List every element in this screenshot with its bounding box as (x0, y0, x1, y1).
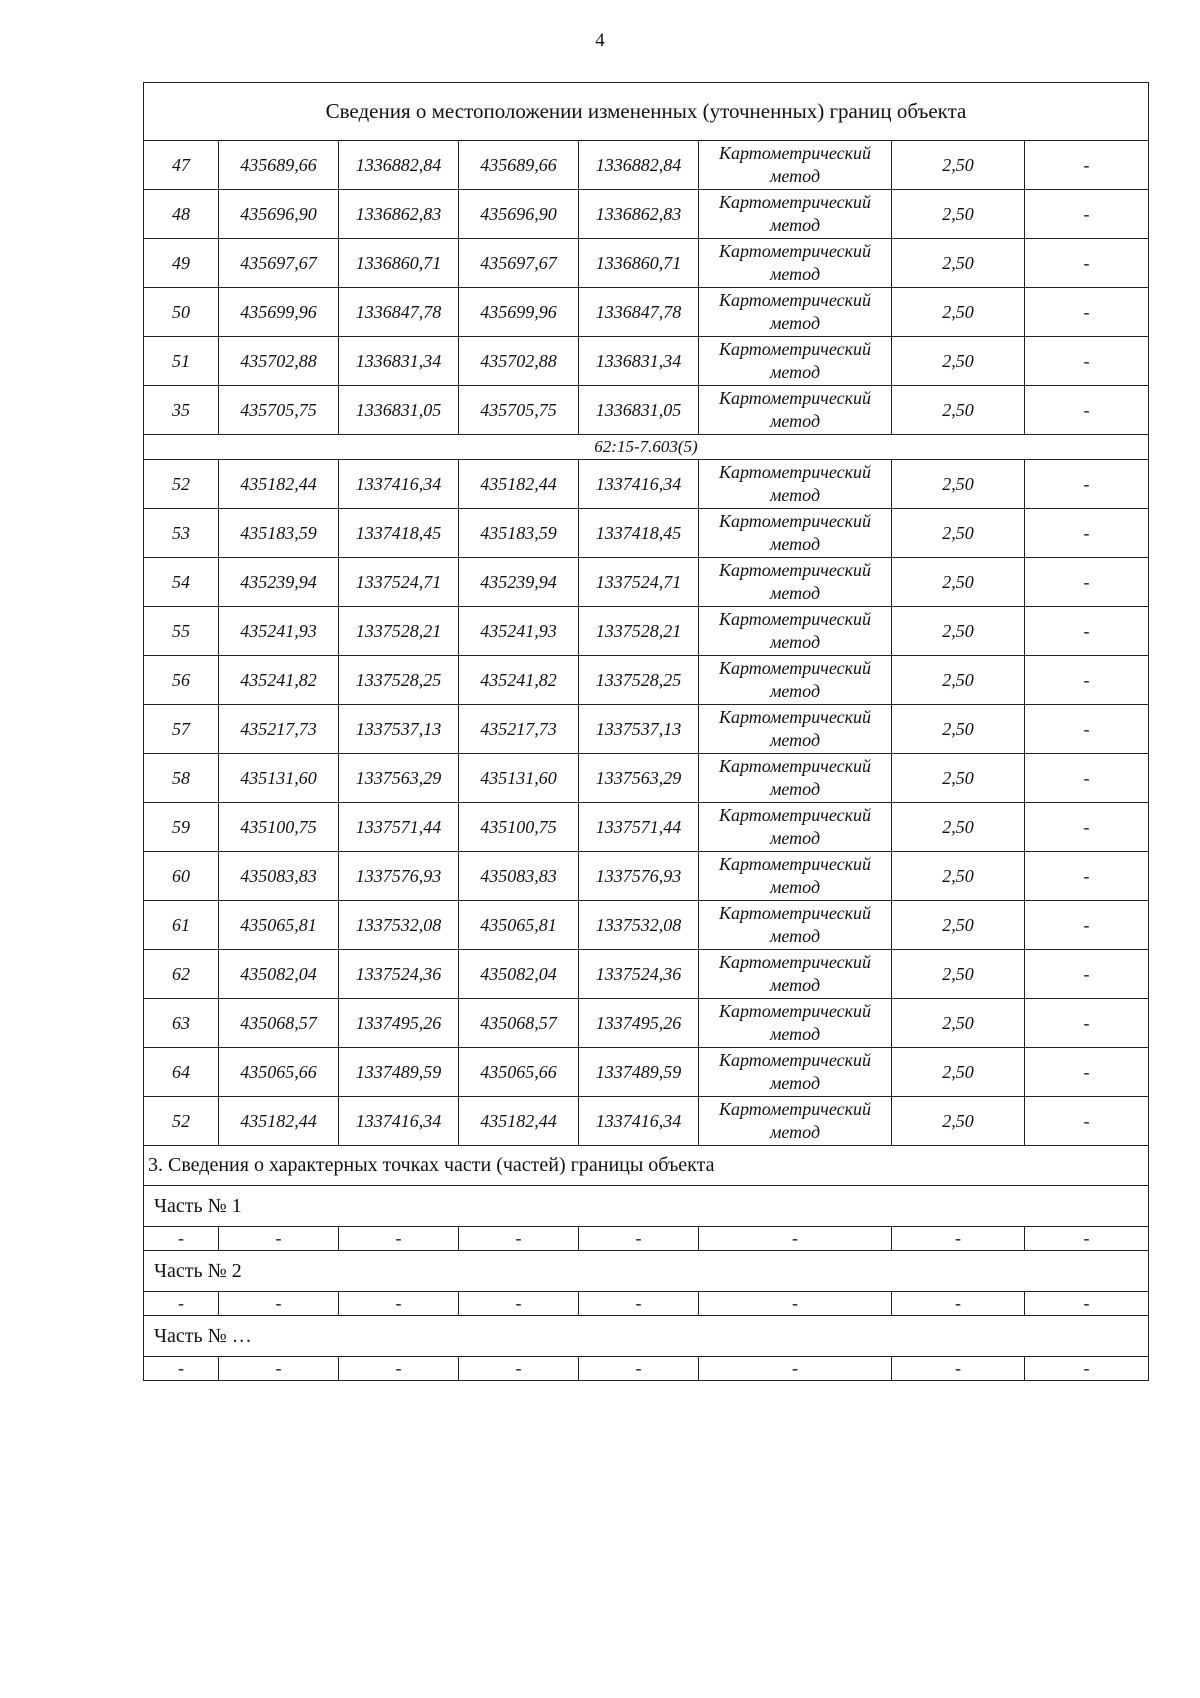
point-number-cell: 52 (144, 1097, 219, 1146)
table-row (144, 141, 1149, 190)
x-refined-cell: 435239,94 (459, 558, 579, 607)
part-point-cell: - (699, 1227, 892, 1251)
x-existing-cell: 435699,96 (219, 288, 339, 337)
y-existing-cell: 1336882,84 (339, 141, 459, 190)
point-number-cell: 63 (144, 999, 219, 1048)
part-point-cell: - (579, 1227, 699, 1251)
error-cell: 2,50 (892, 950, 1025, 999)
y-refined-cell: 1336847,78 (579, 288, 699, 337)
point-number-cell: 47 (144, 141, 219, 190)
boundary-points-table (143, 82, 1149, 1381)
note-cell: - (1025, 999, 1149, 1048)
x-refined-cell: 435182,44 (459, 460, 579, 509)
table-row (144, 1097, 1149, 1146)
part-point-cell: - (144, 1357, 219, 1381)
page-number: 4 (595, 30, 605, 51)
y-refined-cell: 1337528,25 (579, 656, 699, 705)
part-label: Часть № 2 (144, 1251, 1149, 1292)
error-cell: 2,50 (892, 1048, 1025, 1097)
x-existing-cell: 435100,75 (219, 803, 339, 852)
note-cell: - (1025, 607, 1149, 656)
point-number-cell: 52 (144, 460, 219, 509)
table-row (144, 386, 1149, 435)
point-number-cell: 59 (144, 803, 219, 852)
x-existing-cell: 435239,94 (219, 558, 339, 607)
error-cell: 2,50 (892, 999, 1025, 1048)
y-refined-cell: 1336831,34 (579, 337, 699, 386)
note-cell: - (1025, 803, 1149, 852)
part-point-cell: - (144, 1292, 219, 1316)
part-point-cell: - (219, 1227, 339, 1251)
note-cell: - (1025, 1048, 1149, 1097)
y-existing-cell: 1337528,25 (339, 656, 459, 705)
x-existing-cell: 435702,88 (219, 337, 339, 386)
y-existing-cell: 1337524,71 (339, 558, 459, 607)
note-cell: - (1025, 190, 1149, 239)
table-row (144, 460, 1149, 509)
error-cell: 2,50 (892, 803, 1025, 852)
table-row (144, 852, 1149, 901)
x-existing-cell: 435065,81 (219, 901, 339, 950)
note-cell: - (1025, 239, 1149, 288)
part-point-cell: - (219, 1357, 339, 1381)
part-label: Часть № … (144, 1316, 1149, 1357)
x-existing-cell: 435068,57 (219, 999, 339, 1048)
x-existing-cell: 435241,82 (219, 656, 339, 705)
x-existing-cell: 435696,90 (219, 190, 339, 239)
x-refined-cell: 435183,59 (459, 509, 579, 558)
y-refined-cell: 1337571,44 (579, 803, 699, 852)
x-refined-cell: 435702,88 (459, 337, 579, 386)
part-point-cell: - (1025, 1292, 1149, 1316)
x-refined-cell: 435699,96 (459, 288, 579, 337)
part-point-cell: - (339, 1292, 459, 1316)
point-number-cell: 57 (144, 705, 219, 754)
table-row (144, 950, 1149, 999)
y-existing-cell: 1337416,34 (339, 1097, 459, 1146)
parcel-group-label-row (144, 435, 1149, 460)
part-label-row (144, 1316, 1149, 1357)
y-refined-cell: 1337537,13 (579, 705, 699, 754)
y-refined-cell: 1337489,59 (579, 1048, 699, 1097)
method-cell: Картометрический метод (699, 141, 892, 190)
x-existing-cell: 435182,44 (219, 1097, 339, 1146)
y-existing-cell: 1337528,21 (339, 607, 459, 656)
x-existing-cell: 435082,04 (219, 950, 339, 999)
note-cell: - (1025, 509, 1149, 558)
method-cell: Картометрический метод (699, 1097, 892, 1146)
part-points-row (144, 1227, 1149, 1251)
x-refined-cell: 435100,75 (459, 803, 579, 852)
x-existing-cell: 435131,60 (219, 754, 339, 803)
error-cell: 2,50 (892, 607, 1025, 656)
error-cell: 2,50 (892, 509, 1025, 558)
table-row (144, 1048, 1149, 1097)
error-cell: 2,50 (892, 190, 1025, 239)
x-refined-cell: 435689,66 (459, 141, 579, 190)
note-cell: - (1025, 950, 1149, 999)
y-existing-cell: 1337563,29 (339, 754, 459, 803)
method-cell: Картометрический метод (699, 239, 892, 288)
table-row (144, 509, 1149, 558)
table-row (144, 656, 1149, 705)
error-cell: 2,50 (892, 1097, 1025, 1146)
error-cell: 2,50 (892, 386, 1025, 435)
method-cell: Картометрический метод (699, 950, 892, 999)
point-number-cell: 53 (144, 509, 219, 558)
error-cell: 2,50 (892, 141, 1025, 190)
part-point-cell: - (339, 1227, 459, 1251)
point-number-cell: 54 (144, 558, 219, 607)
y-existing-cell: 1337416,34 (339, 460, 459, 509)
y-refined-cell: 1336882,84 (579, 141, 699, 190)
method-cell: Картометрический метод (699, 656, 892, 705)
table-row (144, 754, 1149, 803)
y-existing-cell: 1337495,26 (339, 999, 459, 1048)
point-number-cell: 49 (144, 239, 219, 288)
x-refined-cell: 435082,04 (459, 950, 579, 999)
y-existing-cell: 1337576,93 (339, 852, 459, 901)
y-existing-cell: 1337524,36 (339, 950, 459, 999)
point-number-cell: 55 (144, 607, 219, 656)
section-3-title: 3. Сведения о характерных точках части (частей) границы объекта (144, 1146, 1149, 1186)
x-refined-cell: 435696,90 (459, 190, 579, 239)
point-number-cell: 58 (144, 754, 219, 803)
point-number-cell: 64 (144, 1048, 219, 1097)
part-point-cell: - (699, 1292, 892, 1316)
y-existing-cell: 1336862,83 (339, 190, 459, 239)
part-point-cell: - (459, 1227, 579, 1251)
error-cell: 2,50 (892, 754, 1025, 803)
y-refined-cell: 1337576,93 (579, 852, 699, 901)
x-refined-cell: 435241,93 (459, 607, 579, 656)
x-existing-cell: 435083,83 (219, 852, 339, 901)
part-point-cell: - (1025, 1357, 1149, 1381)
note-cell: - (1025, 1097, 1149, 1146)
method-cell: Картометрический метод (699, 288, 892, 337)
table-row (144, 901, 1149, 950)
x-refined-cell: 435065,66 (459, 1048, 579, 1097)
x-existing-cell: 435183,59 (219, 509, 339, 558)
part-point-cell: - (892, 1292, 1025, 1316)
point-number-cell: 61 (144, 901, 219, 950)
part-point-cell: - (144, 1227, 219, 1251)
part-point-cell: - (892, 1357, 1025, 1381)
part-point-cell: - (699, 1357, 892, 1381)
y-refined-cell: 1337416,34 (579, 460, 699, 509)
method-cell: Картометрический метод (699, 901, 892, 950)
x-refined-cell: 435697,67 (459, 239, 579, 288)
method-cell: Картометрический метод (699, 607, 892, 656)
error-cell: 2,50 (892, 288, 1025, 337)
error-cell: 2,50 (892, 705, 1025, 754)
table-row (144, 337, 1149, 386)
error-cell: 2,50 (892, 852, 1025, 901)
point-number-cell: 62 (144, 950, 219, 999)
table-row (144, 705, 1149, 754)
part-point-cell: - (579, 1357, 699, 1381)
part-label-row (144, 1186, 1149, 1227)
x-existing-cell: 435697,67 (219, 239, 339, 288)
table-row (144, 288, 1149, 337)
y-existing-cell: 1336831,34 (339, 337, 459, 386)
note-cell: - (1025, 288, 1149, 337)
y-existing-cell: 1336831,05 (339, 386, 459, 435)
method-cell: Картометрический метод (699, 754, 892, 803)
x-refined-cell: 435241,82 (459, 656, 579, 705)
x-refined-cell: 435083,83 (459, 852, 579, 901)
method-cell: Картометрический метод (699, 705, 892, 754)
part-point-cell: - (579, 1292, 699, 1316)
y-refined-cell: 1337563,29 (579, 754, 699, 803)
error-cell: 2,50 (892, 558, 1025, 607)
y-existing-cell: 1337418,45 (339, 509, 459, 558)
error-cell: 2,50 (892, 460, 1025, 509)
error-cell: 2,50 (892, 239, 1025, 288)
part-label-row (144, 1251, 1149, 1292)
y-refined-cell: 1336860,71 (579, 239, 699, 288)
error-cell: 2,50 (892, 901, 1025, 950)
part-point-cell: - (1025, 1227, 1149, 1251)
x-refined-cell: 435182,44 (459, 1097, 579, 1146)
point-number-cell: 50 (144, 288, 219, 337)
note-cell: - (1025, 386, 1149, 435)
y-existing-cell: 1337571,44 (339, 803, 459, 852)
x-existing-cell: 435705,75 (219, 386, 339, 435)
note-cell: - (1025, 852, 1149, 901)
point-number-cell: 60 (144, 852, 219, 901)
table-body (144, 83, 1149, 1381)
x-existing-cell: 435241,93 (219, 607, 339, 656)
part-point-cell: - (892, 1227, 1025, 1251)
method-cell: Картометрический метод (699, 337, 892, 386)
table-row (144, 607, 1149, 656)
note-cell: - (1025, 656, 1149, 705)
method-cell: Картометрический метод (699, 803, 892, 852)
y-refined-cell: 1337528,21 (579, 607, 699, 656)
y-refined-cell: 1336831,05 (579, 386, 699, 435)
note-cell: - (1025, 901, 1149, 950)
y-refined-cell: 1337524,36 (579, 950, 699, 999)
point-number-cell: 51 (144, 337, 219, 386)
part-label: Часть № 1 (144, 1186, 1149, 1227)
x-refined-cell: 435131,60 (459, 754, 579, 803)
note-cell: - (1025, 558, 1149, 607)
x-refined-cell: 435068,57 (459, 999, 579, 1048)
x-refined-cell: 435705,75 (459, 386, 579, 435)
y-refined-cell: 1337532,08 (579, 901, 699, 950)
parcel-group-label: 62:15-7.603(5) (144, 435, 1149, 460)
y-existing-cell: 1337537,13 (339, 705, 459, 754)
point-number-cell: 35 (144, 386, 219, 435)
method-cell: Картометрический метод (699, 386, 892, 435)
method-cell: Картометрический метод (699, 1048, 892, 1097)
error-cell: 2,50 (892, 656, 1025, 705)
x-existing-cell: 435182,44 (219, 460, 339, 509)
x-refined-cell: 435065,81 (459, 901, 579, 950)
note-cell: - (1025, 141, 1149, 190)
table-row (144, 558, 1149, 607)
note-cell: - (1025, 337, 1149, 386)
y-existing-cell: 1336847,78 (339, 288, 459, 337)
y-existing-cell: 1336860,71 (339, 239, 459, 288)
point-number-cell: 56 (144, 656, 219, 705)
method-cell: Картометрический метод (699, 852, 892, 901)
y-refined-cell: 1336862,83 (579, 190, 699, 239)
part-point-cell: - (219, 1292, 339, 1316)
part-point-cell: - (339, 1357, 459, 1381)
method-cell: Картометрический метод (699, 509, 892, 558)
table-row (144, 803, 1149, 852)
part-points-row (144, 1292, 1149, 1316)
note-cell: - (1025, 460, 1149, 509)
method-cell: Картометрический метод (699, 190, 892, 239)
table-row (144, 190, 1149, 239)
x-existing-cell: 435065,66 (219, 1048, 339, 1097)
error-cell: 2,50 (892, 337, 1025, 386)
x-existing-cell: 435217,73 (219, 705, 339, 754)
note-cell: - (1025, 754, 1149, 803)
part-point-cell: - (459, 1292, 579, 1316)
x-refined-cell: 435217,73 (459, 705, 579, 754)
table-row (144, 239, 1149, 288)
part-points-row (144, 1357, 1149, 1381)
method-cell: Картометрический метод (699, 558, 892, 607)
y-refined-cell: 1337418,45 (579, 509, 699, 558)
y-existing-cell: 1337489,59 (339, 1048, 459, 1097)
note-cell: - (1025, 705, 1149, 754)
table-title-row (144, 83, 1149, 141)
y-refined-cell: 1337524,71 (579, 558, 699, 607)
table-row (144, 999, 1149, 1048)
y-refined-cell: 1337495,26 (579, 999, 699, 1048)
method-cell: Картометрический метод (699, 999, 892, 1048)
y-refined-cell: 1337416,34 (579, 1097, 699, 1146)
section-3-title-row (144, 1146, 1149, 1186)
x-existing-cell: 435689,66 (219, 141, 339, 190)
point-number-cell: 48 (144, 190, 219, 239)
method-cell: Картометрический метод (699, 460, 892, 509)
y-existing-cell: 1337532,08 (339, 901, 459, 950)
part-point-cell: - (459, 1357, 579, 1381)
table-title: Сведения о местоположении измененных (уточненных) границ объекта (144, 83, 1149, 141)
